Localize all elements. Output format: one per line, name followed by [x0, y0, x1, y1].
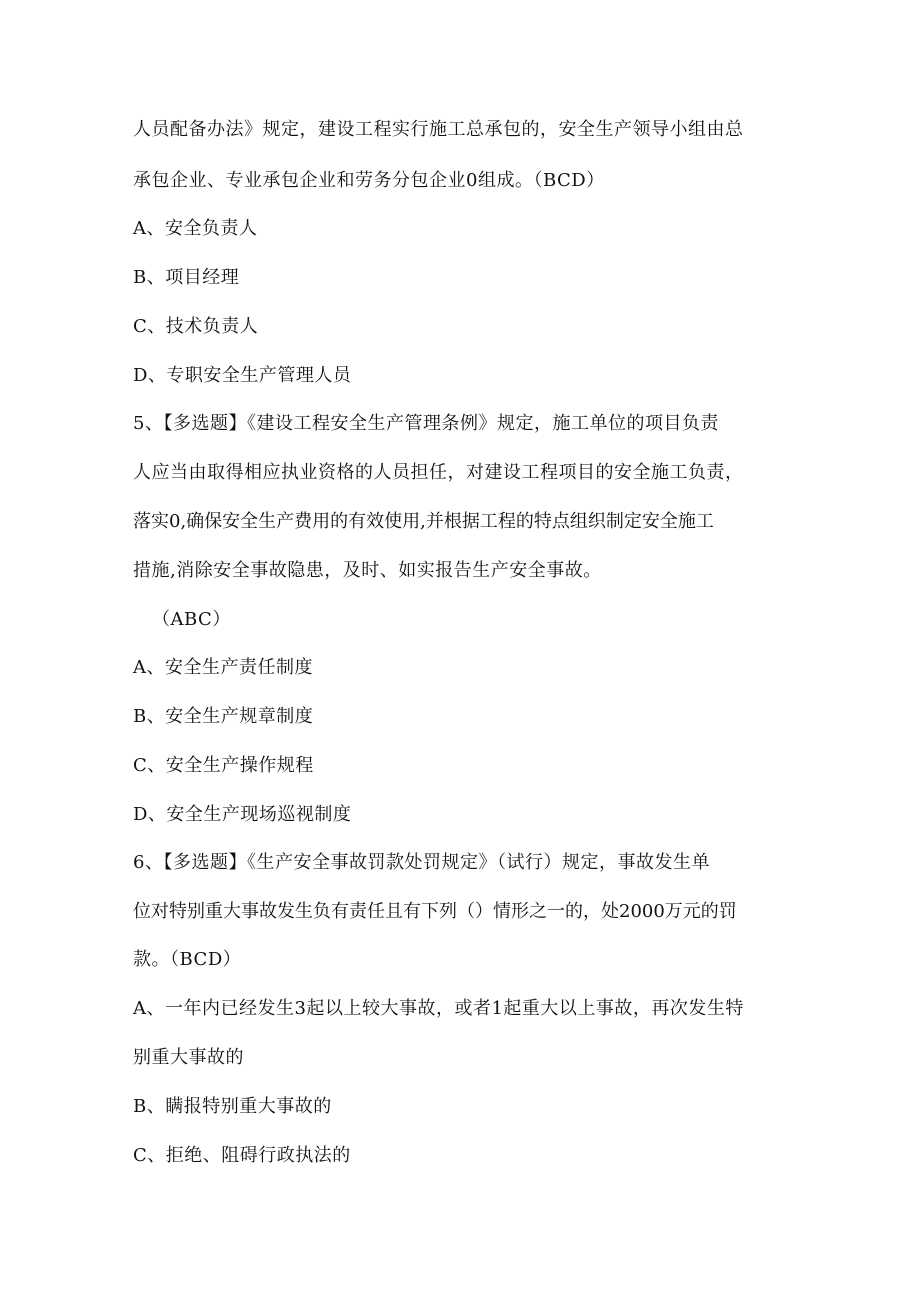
- q6-option-c: C、拒绝、阻碍行政执法的: [133, 1145, 351, 1166]
- q4-stem-line-2: 承包企业、专业承包企业和劳务分包企业0组成。（BCD）: [133, 170, 605, 191]
- q6-option-a-line-2: 别重大事故的: [133, 1047, 244, 1068]
- q6-stem-line-2: 位对特别重大事故发生负有责任且有下列（）情形之一的，处2000万元的罚: [133, 901, 737, 922]
- q4-option-d: D、专职安全生产管理人员: [133, 365, 352, 386]
- q5-option-d: D、安全生产现场巡视制度: [133, 804, 352, 825]
- q6-option-b: B、瞒报特别重大事故的: [133, 1096, 332, 1117]
- q6-stem-line-1: 6、【多选题】《生产安全事故罚款处罚规定》（试行）规定，事故发生单: [133, 852, 710, 873]
- q4-option-a: A、安全负责人: [133, 218, 258, 239]
- q4-option-c: C、技术负责人: [133, 316, 259, 337]
- q5-option-b: B、安全生产规章制度: [133, 706, 314, 727]
- q5-stem-line-1: 5、【多选题】《建设工程安全生产管理条例》规定，施工单位的项目负责: [133, 413, 719, 434]
- q6-option-a-line-1: A、一年内已经发生3起以上较大事故，或者1起重大以上事故，再次发生特: [133, 998, 744, 1019]
- q5-stem-line-4: 措施,消除安全事故隐患，及时、如实报告生产安全事故。: [133, 560, 602, 581]
- q4-stem-line-1: 人员配备办法》规定，建设工程实行施工总承包的，安全生产领导小组由总: [133, 119, 744, 140]
- q6-stem-line-3: 款。（BCD）: [133, 949, 242, 970]
- q5-option-c: C、安全生产操作规程: [133, 755, 314, 776]
- q5-stem-line-2: 人应当由取得相应执业资格的人员担任，对建设工程项目的安全施工负责，: [133, 462, 744, 483]
- q5-stem-line-3: 落实0,确保安全生产费用的有效使用,并根据工程的特点组织制定安全施工: [133, 511, 714, 532]
- q5-answer: （ABC）: [152, 609, 231, 630]
- q4-option-b: B、项目经理: [133, 267, 240, 288]
- q5-option-a: A、安全生产责任制度: [133, 657, 313, 678]
